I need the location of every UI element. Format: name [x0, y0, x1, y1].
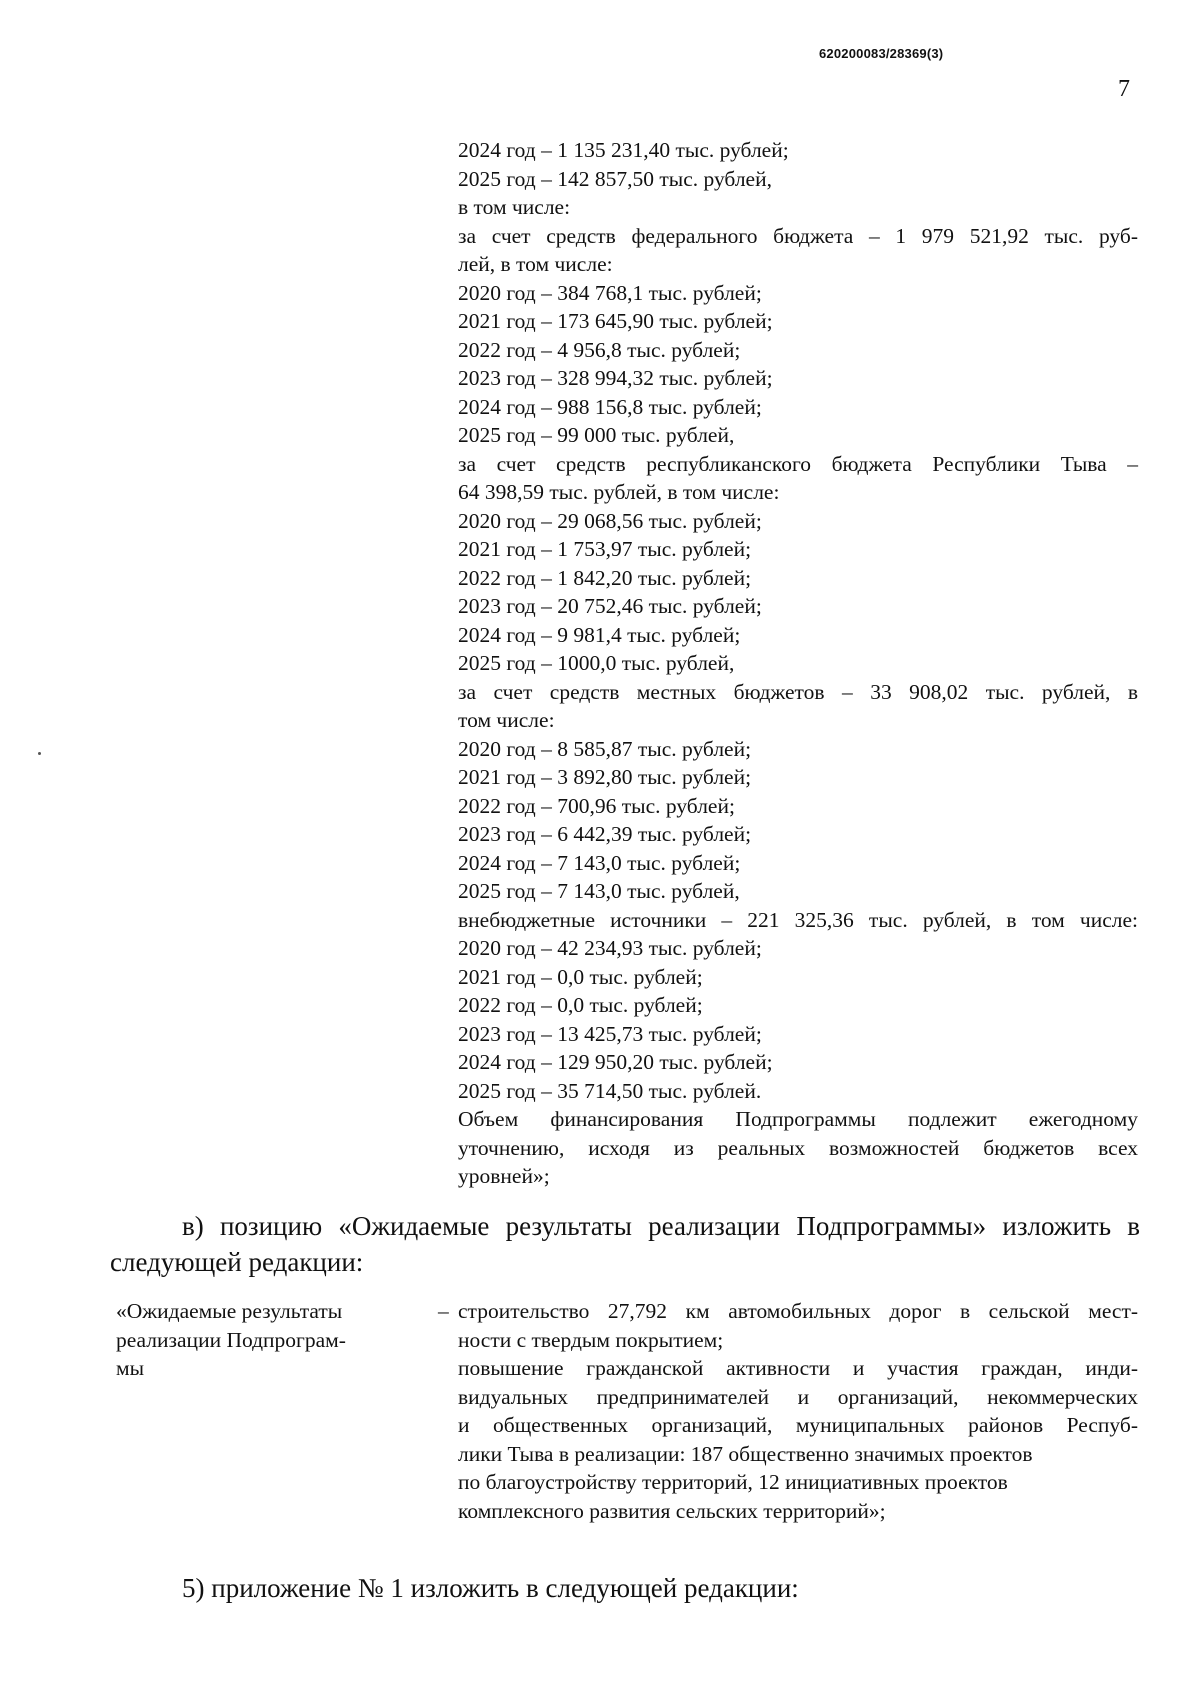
- funding-line: 2024 год – 1 135 231,40 тыс. рублей;: [458, 138, 789, 162]
- funding-line: 2024 год – 129 950,20 тыс. рублей;: [458, 1050, 773, 1074]
- results-value-line: видуальных предпринимателей и организаций, некоммерческих: [458, 1384, 1138, 1409]
- funding-line: 2024 год – 988 156,8 тыс. рублей;: [458, 394, 762, 419]
- results-label-line: реализации Подпрограм-: [116, 1327, 346, 1352]
- funding-line: том числе:: [458, 708, 555, 732]
- funding-line: в том числе:: [458, 195, 571, 219]
- funding-line: 2020 год – 29 068,56 тыс. рублей;: [458, 508, 762, 533]
- funding-line: 2022 год – 1 842,20 тыс. рублей;: [458, 565, 752, 590]
- funding-line: 64 398,59 тыс. рублей, в том числе:: [458, 480, 780, 504]
- funding-line: 2024 год – 9 981,4 тыс. рублей;: [458, 622, 741, 647]
- funding-line: 2020 год – 42 234,93 тыс. рублей;: [458, 936, 762, 960]
- paragraph-v-line2: следующей редакции:: [110, 1247, 364, 1277]
- funding-line: 2025 год – 142 857,50 тыс. рублей,: [458, 166, 772, 191]
- funding-line: 2021 год – 173 645,90 тыс. рублей;: [458, 309, 773, 333]
- results-table-label: [116, 1297, 406, 1383]
- results-table-value: [458, 1297, 1138, 1525]
- results-value-line: комплексного развития сельских территорий»;: [458, 1498, 886, 1523]
- funding-line: 2021 год – 1 753,97 тыс. рублей;: [458, 537, 752, 561]
- results-dash: –: [438, 1299, 449, 1323]
- funding-line: 2020 год – 384 768,1 тыс. рублей;: [458, 280, 762, 305]
- funding-line: 2023 год – 328 994,32 тыс. рублей;: [458, 366, 773, 390]
- funding-line: 2022 год – 0,0 тыс. рублей;: [458, 993, 703, 1017]
- results-value-line: ности с твердым покрытием;: [458, 1327, 724, 1352]
- funding-line: за счет средств федерального бюджета – 1 979 521,92 тыс. руб-: [458, 223, 1138, 248]
- funding-line: 2022 год – 700,96 тыс. рублей;: [458, 793, 735, 818]
- item-5-heading: 5) приложение № 1 изложить в следующей редакции:: [182, 1573, 799, 1603]
- funding-line: Объем финансирования Подпрограммы подлежит ежегодному: [458, 1107, 1138, 1131]
- funding-line: 2021 год – 0,0 тыс. рублей;: [458, 964, 703, 989]
- funding-line: 2025 год – 1000,0 тыс. рублей,: [458, 651, 735, 675]
- funding-line: 2023 год – 20 752,46 тыс. рублей;: [458, 594, 762, 618]
- document-id: 620200083/28369(3): [819, 46, 944, 61]
- results-value-line: строительство 27,792 км автомобильных дорог в сельской мест-: [458, 1299, 1138, 1323]
- page-number: 7: [1118, 76, 1130, 102]
- results-value-line: лики Тыва в реализации: 187 общественно значимых проектов: [458, 1441, 1033, 1466]
- results-label-line: «Ожидаемые результаты: [116, 1299, 343, 1323]
- results-value-line: по благоустройству территорий, 12 инициативных проектов: [458, 1470, 1008, 1494]
- funding-line: уточнению, исходя из реальных возможностей бюджетов всех: [458, 1135, 1138, 1160]
- funding-line: 2025 год – 35 714,50 тыс. рублей.: [458, 1078, 762, 1103]
- funding-block: [458, 136, 1138, 1191]
- results-value-line: повышение гражданской активности и участия граждан, инди-: [458, 1356, 1138, 1380]
- funding-line: внебюджетные источники – 221 325,36 тыс. рублей, в том числе:: [458, 907, 1138, 932]
- margin-mark: [38, 752, 41, 755]
- funding-line: лей, в том числе:: [458, 252, 613, 276]
- results-label-line: мы: [116, 1356, 145, 1380]
- funding-line: 2025 год – 99 000 тыс. рублей,: [458, 423, 735, 447]
- funding-line: 2024 год – 7 143,0 тыс. рублей;: [458, 850, 741, 875]
- funding-line: 2022 год – 4 956,8 тыс. рублей;: [458, 337, 741, 362]
- paragraph-v-line1: в) позицию «Ожидаемые результаты реализации Подпрограммы» изложить в: [182, 1211, 1140, 1241]
- funding-line: 2023 год – 6 442,39 тыс. рублей;: [458, 822, 752, 846]
- funding-line: 2023 год – 13 425,73 тыс. рублей;: [458, 1021, 762, 1046]
- funding-line: за счет средств республиканского бюджета Республики Тыва –: [458, 451, 1138, 476]
- funding-line: 2021 год – 3 892,80 тыс. рублей;: [458, 765, 752, 789]
- funding-line: за счет средств местных бюджетов – 33 908,02 тыс. рублей, в: [458, 679, 1138, 704]
- paragraph-v: [110, 1208, 1140, 1280]
- funding-line: уровней»;: [458, 1164, 550, 1188]
- funding-line: 2025 год – 7 143,0 тыс. рублей,: [458, 879, 740, 903]
- funding-line: 2020 год – 8 585,87 тыс. рублей;: [458, 736, 752, 761]
- results-value-line: и общественных организаций, муниципальных районов Респуб-: [458, 1413, 1138, 1437]
